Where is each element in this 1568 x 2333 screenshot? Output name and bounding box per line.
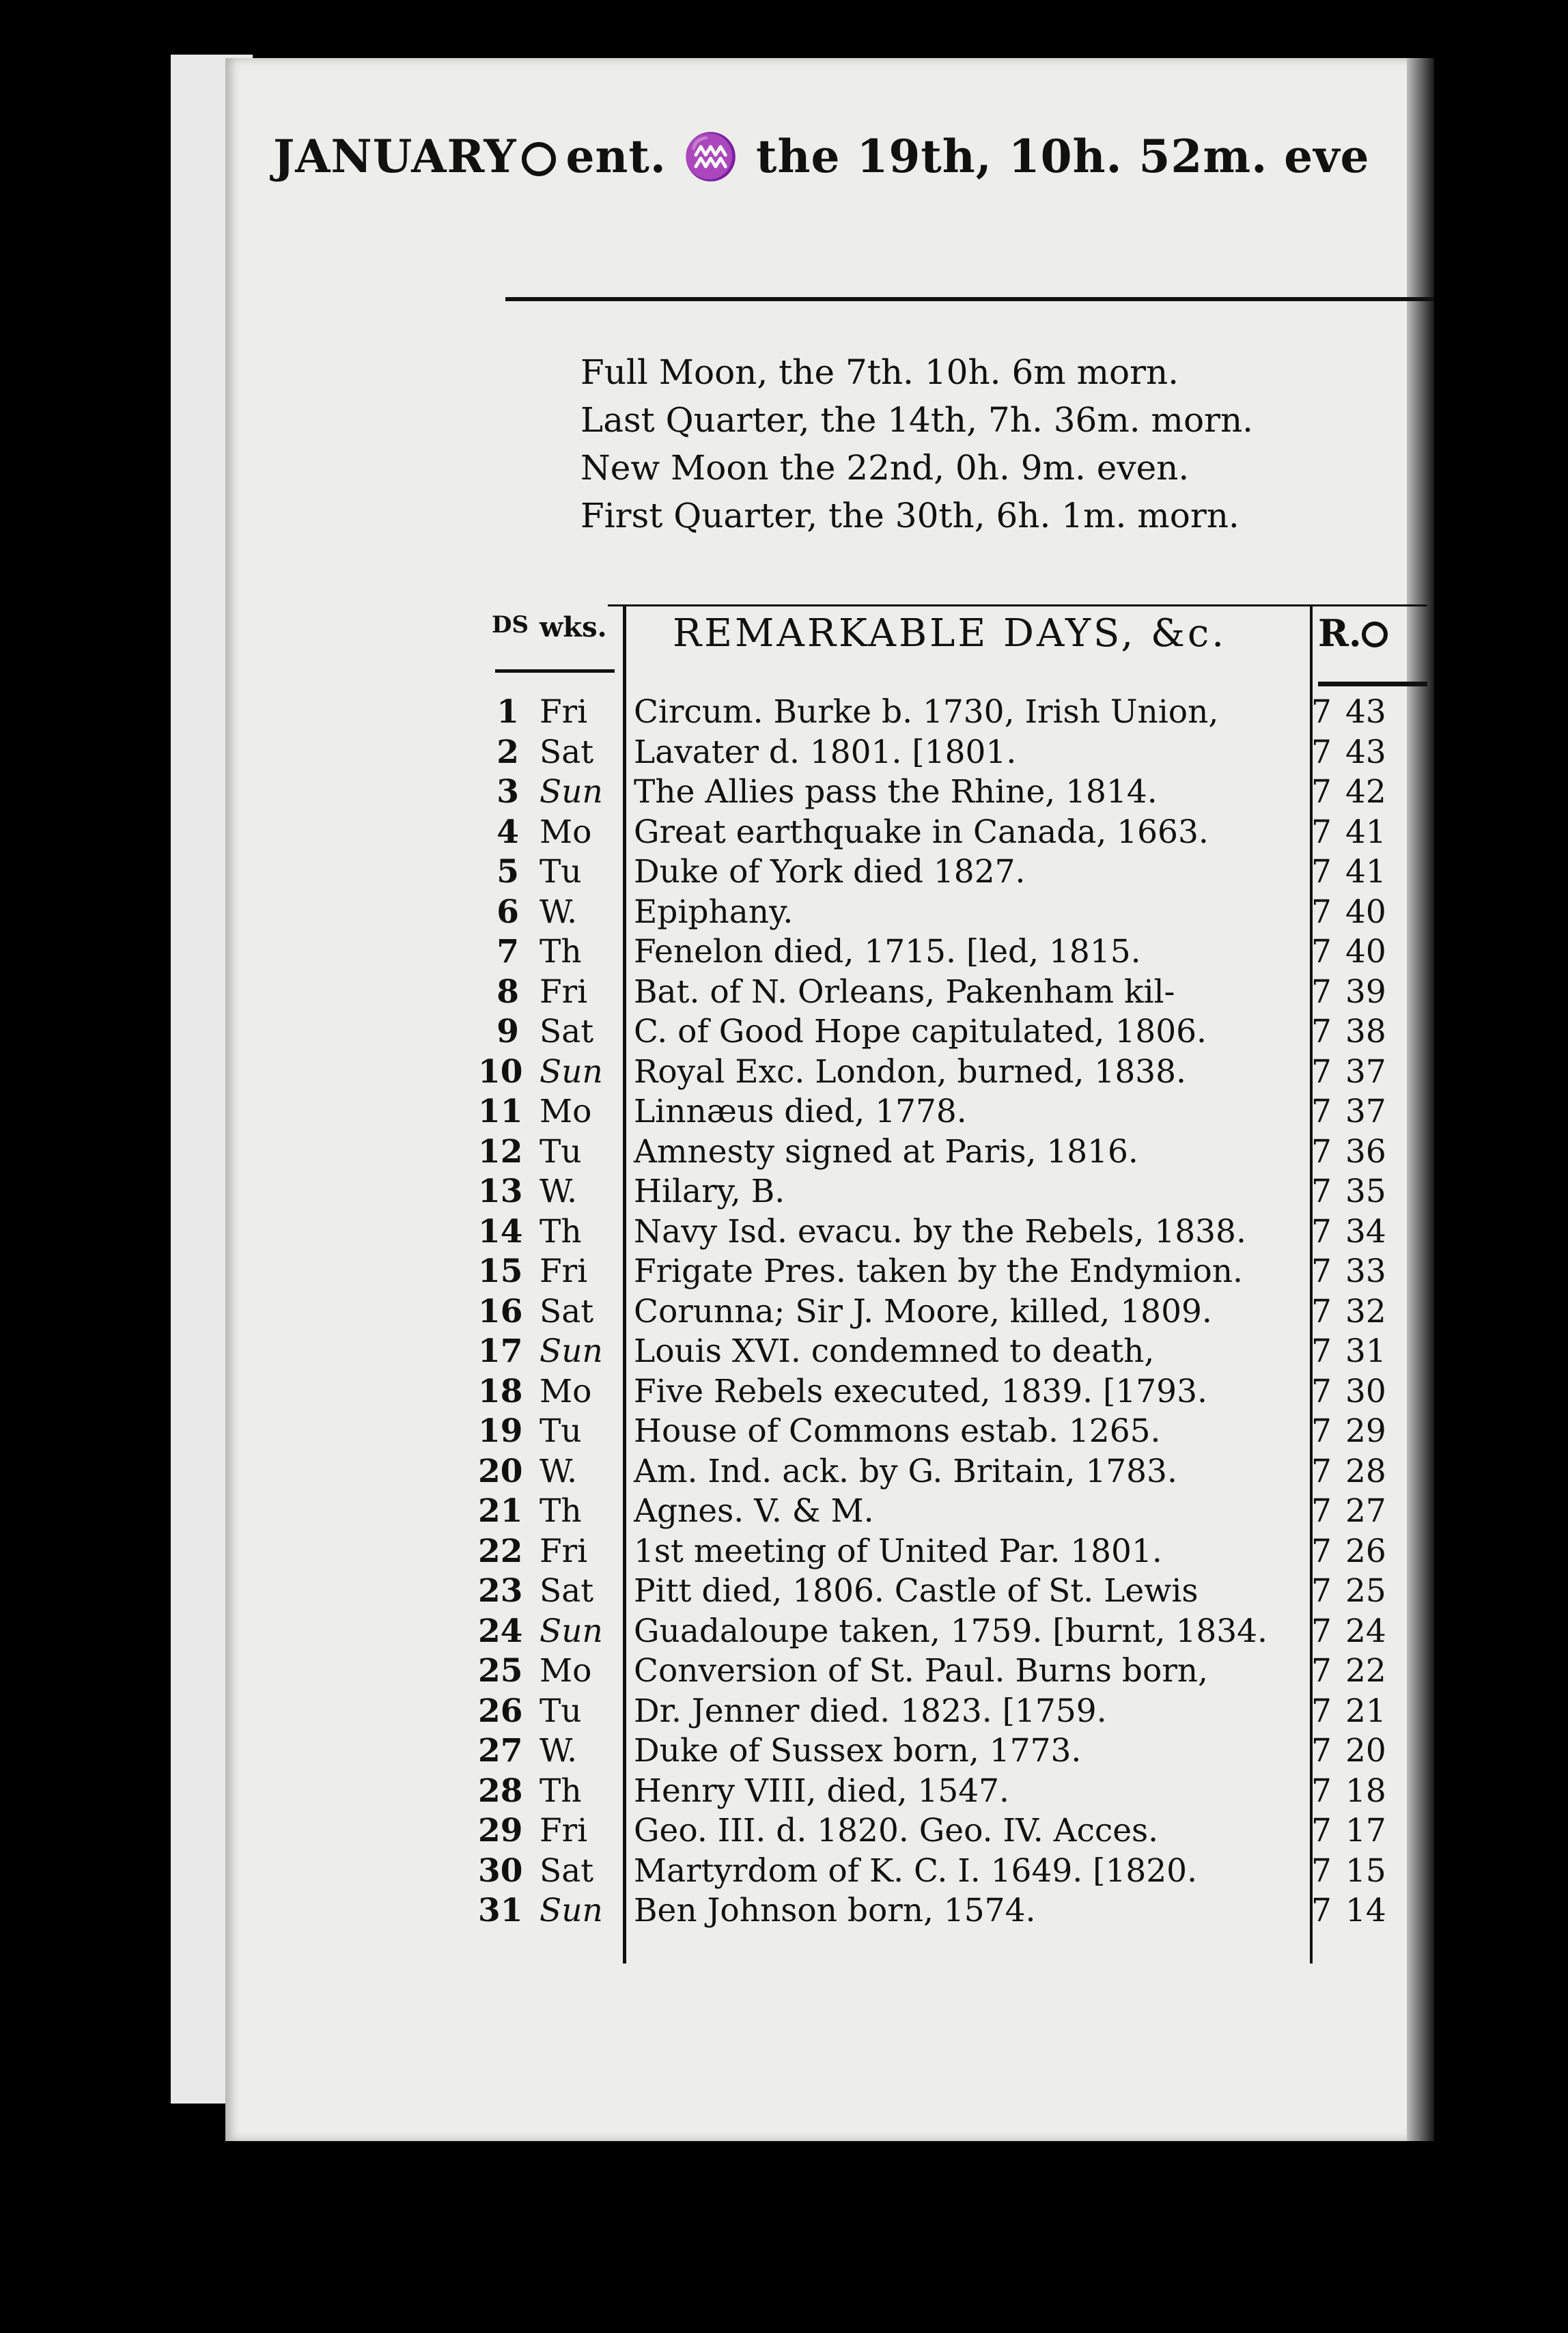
sunrise-minute: 25 [1345,1572,1386,1610]
sun-icon [522,142,556,176]
sunrise-minute: 27 [1345,1492,1386,1530]
day-number: 30 [478,1852,523,1890]
sunrise-minute: 26 [1345,1532,1386,1570]
sunrise-hour: 7 [1311,1052,1332,1091]
weekday: Mo [540,1652,592,1690]
sunrise-minute: 20 [1345,1732,1386,1770]
table-row [478,1373,1434,1413]
sunrise-minute: 28 [1345,1452,1386,1490]
sunrise-hour: 7 [1311,1212,1332,1251]
day-number: 31 [478,1892,523,1929]
sunrise-label: R. [1318,611,1362,655]
remarkable-event: Amnesty signed at Paris, 1816. [634,1132,1138,1171]
sunrise-hour: 7 [1311,1612,1332,1650]
sunrise-minute: 41 [1345,813,1386,851]
weekday: Sun [540,1332,603,1370]
sunrise-minute: 21 [1345,1692,1386,1730]
table-row [478,1772,1434,1813]
remarkable-event: Geo. III. d. 1820. Geo. IV. Acces. [634,1812,1159,1849]
day-number: 16 [478,1292,523,1330]
table-row [478,693,1434,734]
day-number: 17 [478,1332,523,1370]
sunrise-minute: 36 [1345,1132,1386,1171]
weekday: Sat [540,733,594,771]
remarkable-event: House of Commons estab. 1265. [634,1412,1161,1450]
sunrise-minute: 33 [1345,1253,1386,1290]
moon-phase-line: First Quarter, the 30th, 6h. 1m. morn. [580,496,1240,535]
sunrise-minute: 42 [1345,773,1386,811]
table-row [478,1572,1434,1612]
table-top-rule [608,604,1427,606]
weekday: Mo [540,813,592,851]
day-number: 25 [478,1652,523,1690]
weekday: Th [540,1492,582,1530]
table-row [478,1812,1434,1852]
table-row [478,1412,1434,1453]
day-number: 3 [496,773,519,811]
sunrise-minute: 31 [1345,1332,1386,1370]
sunrise-minute: 34 [1345,1212,1386,1251]
weekday: W. [540,1732,578,1770]
sunrise-hour: 7 [1311,1132,1332,1171]
table-row [478,1293,1434,1333]
day-number: 13 [478,1173,523,1210]
weekday: Fri [540,693,588,731]
days-table [478,693,1434,1932]
table-row [478,1253,1434,1293]
sunrise-minute: 38 [1345,1013,1386,1050]
table-row [478,1213,1434,1253]
weekday: Mo [540,1093,592,1130]
month-header [273,130,1434,184]
sunrise-minute: 24 [1345,1612,1386,1650]
month-title: JANUARY [273,130,517,183]
day-number: 4 [496,813,519,851]
sunrise-hour: 7 [1311,1492,1332,1530]
sunrise-hour: 7 [1311,1253,1332,1290]
sunrise-hour: 7 [1311,773,1332,811]
sunrise-hour: 7 [1311,973,1332,1011]
moon-phase-line: Full Moon, the 7th. 10h. 6m morn. [580,352,1179,392]
table-row [478,1652,1434,1692]
day-number: 6 [496,893,519,931]
sunrise-minute: 14 [1345,1892,1386,1929]
table-row [478,1533,1434,1573]
sunrise-hour: 7 [1311,1652,1332,1690]
day-number: 1 [496,693,519,731]
weekday: Fri [540,1253,588,1290]
weekday: Sat [540,1572,594,1610]
weekday: Sat [540,1852,594,1890]
sun-icon [1362,621,1388,647]
wks-under-rule [540,669,615,673]
remarkable-event: Linnæus died, 1778. [634,1093,967,1130]
table-row [478,973,1434,1014]
col-header-ds: DS [492,611,529,639]
moon-phase-line: New Moon the 22nd, 0h. 9m. even. [580,448,1190,488]
remarkable-event: Henry VIII, died, 1547. [634,1772,1010,1810]
remarkable-event: Bat. of N. Orleans, Pakenham kil- [634,973,1175,1011]
sunrise-hour: 7 [1311,1572,1332,1610]
remarkable-event: The Allies pass the Rhine, 1814. [634,773,1158,811]
table-row [478,1612,1434,1653]
sunrise-hour: 7 [1311,1772,1332,1810]
weekday: Fri [540,973,588,1011]
sunrise-hour: 7 [1311,1173,1332,1210]
sunrise-hour: 7 [1311,1812,1332,1849]
remarkable-event: Circum. Burke b. 1730, Irish Union, [634,693,1219,731]
sunrise-minute: 22 [1345,1652,1386,1690]
sunrise-hour: 7 [1311,1412,1332,1450]
remarkable-event: Lavater d. 1801. [1801. [634,733,1017,771]
weekday: W. [540,1173,578,1210]
weekday: Sun [540,1892,603,1929]
weekday: Th [540,1772,582,1810]
table-row [478,1013,1434,1053]
weekday: Th [540,933,582,970]
sunrise-hour: 7 [1311,853,1332,891]
table-row [478,853,1434,893]
day-number: 27 [478,1732,523,1770]
remarkable-event: Royal Exc. London, burned, 1838. [634,1052,1186,1091]
sunrise-minute: 32 [1345,1292,1386,1330]
sunrise-hour: 7 [1311,1093,1332,1130]
sunrise-minute: 37 [1345,1052,1386,1091]
day-number: 7 [496,933,519,970]
col-header-wks: wks. [540,611,607,643]
day-number: 28 [478,1772,523,1810]
table-row [478,1173,1434,1213]
sunrise-minute: 29 [1345,1412,1386,1450]
weekday: Sat [540,1292,594,1330]
remarkable-event: C. of Good Hope capitulated, 1806. [634,1013,1207,1050]
day-number: 10 [478,1052,523,1091]
remarkable-event: Louis XVI. condemned to death, [634,1332,1155,1370]
col-header-remarkable: REMARKABLE DAYS, &c. [673,611,1227,656]
day-number: 26 [478,1692,523,1730]
sunrise-minute: 18 [1345,1772,1386,1810]
weekday: Fri [540,1812,588,1849]
sunrise-hour: 7 [1311,693,1332,731]
moon-phases [580,348,1253,540]
header-rule [505,297,1434,301]
table-row [478,1892,1434,1932]
sunrise-hour: 7 [1311,1532,1332,1570]
sunrise-hour: 7 [1311,1332,1332,1370]
remarkable-event: Navy Isd. evacu. by the Rebels, 1838. [634,1212,1246,1251]
remarkable-event: Agnes. V. & M. [634,1492,874,1530]
day-number: 9 [496,1013,519,1050]
table-row [478,773,1434,813]
weekday: Sun [540,773,603,811]
sunrise-minute: 37 [1345,1093,1386,1130]
sunrise-hour: 7 [1311,1452,1332,1490]
weekday: W. [540,893,578,931]
remarkable-event: Fenelon died, 1715. [led, 1815. [634,933,1141,970]
sunrise-hour: 7 [1311,1372,1332,1410]
sunrise-hour: 7 [1311,933,1332,970]
day-number: 24 [478,1612,523,1650]
sunrise-hour: 7 [1311,1292,1332,1330]
weekday: Fri [540,1532,588,1570]
sunrise-minute: 17 [1345,1812,1386,1849]
sunrise-minute: 40 [1345,893,1386,931]
weekday: Sun [540,1612,603,1650]
day-number: 23 [478,1572,523,1610]
weekday: W. [540,1452,578,1490]
sunrise-hour: 7 [1311,1852,1332,1890]
remarkable-event: Pitt died, 1806. Castle of St. Lewis [634,1572,1199,1610]
table-row [478,1332,1434,1373]
day-number: 15 [478,1253,523,1290]
remarkable-event: Conversion of St. Paul. Burns born, [634,1652,1208,1690]
sunrise-hour: 7 [1311,1732,1332,1770]
day-number: 19 [478,1412,523,1450]
sunrise-minute: 43 [1345,733,1386,771]
sunrise-hour: 7 [1311,1013,1332,1050]
weekday: Tu [540,1692,582,1730]
table-row [478,734,1434,774]
weekday: Sat [540,1013,594,1050]
weekday: Sun [540,1052,603,1091]
sunrise-minute: 30 [1345,1372,1386,1410]
day-number: 22 [478,1532,523,1570]
remarkable-event: Epiphany. [634,893,794,931]
weekday: Th [540,1212,582,1251]
table-row [478,813,1434,854]
sun-entry-text: ent. ♒ the 19th, 10h. 52m. eve [565,130,1370,183]
day-number: 29 [478,1812,523,1849]
sunrise-minute: 39 [1345,973,1386,1011]
remarkable-event: Martyrdom of K. C. I. 1649. [1820. [634,1852,1198,1890]
remarkable-event: Duke of Sussex born, 1773. [634,1732,1082,1770]
remarkable-event: Ben Johnson born, 1574. [634,1892,1036,1929]
table-row [478,1852,1434,1892]
day-number: 5 [496,853,519,891]
remarkable-event: Hilary, B. [634,1173,785,1210]
day-number: 21 [478,1492,523,1530]
sunrise-hour: 7 [1311,813,1332,851]
day-number: 11 [478,1093,523,1130]
sunrise-hour: 7 [1311,1692,1332,1730]
day-number: 2 [496,733,519,771]
sunrise-hour: 7 [1311,893,1332,931]
weekday: Mo [540,1372,592,1410]
table-row [478,933,1434,973]
day-number: 12 [478,1132,523,1171]
table-row [478,1732,1434,1772]
sunrise-hour: 7 [1311,1892,1332,1929]
weekday: Tu [540,1412,582,1450]
table-row [478,1453,1434,1493]
remarkable-event: Frigate Pres. taken by the Endymion. [634,1253,1243,1290]
table-row [478,1492,1434,1533]
sunrise-hour: 7 [1311,733,1332,771]
sunrise-minute: 43 [1345,693,1386,731]
weekday: Tu [540,853,582,891]
table-row [478,893,1434,934]
sunrise-minute: 41 [1345,853,1386,891]
remarkable-event: Corunna; Sir J. Moore, killed, 1809. [634,1292,1212,1330]
remarkable-event: Five Rebels executed, 1839. [1793. [634,1372,1207,1410]
day-number: 8 [496,973,519,1011]
remarkable-event: Am. Ind. ack. by G. Britain, 1783. [634,1452,1177,1490]
day-number: 20 [478,1452,523,1490]
moon-phase-line: Last Quarter, the 14th, 7h. 36m. morn. [580,400,1254,440]
weekday: Tu [540,1132,582,1171]
sunrise-minute: 40 [1345,933,1386,970]
sunrise-minute: 35 [1345,1173,1386,1210]
table-row [478,1692,1434,1733]
table-row [478,1133,1434,1173]
remarkable-event: 1st meeting of United Par. 1801. [634,1532,1162,1570]
sunrise-under-rule [1318,682,1427,686]
day-number: 18 [478,1372,523,1410]
table-row [478,1093,1434,1133]
table-row [478,1053,1434,1093]
day-number: 14 [478,1212,523,1251]
col-header-sunrise [1318,611,1388,655]
remarkable-event: Guadaloupe taken, 1759. [burnt, 1834. [634,1612,1268,1650]
remarkable-event: Dr. Jenner died. 1823. [1759. [634,1692,1107,1730]
remarkable-event: Duke of York died 1827. [634,853,1026,891]
remarkable-event: Great earthquake in Canada, 1663. [634,813,1209,851]
sunrise-minute: 15 [1345,1852,1386,1890]
